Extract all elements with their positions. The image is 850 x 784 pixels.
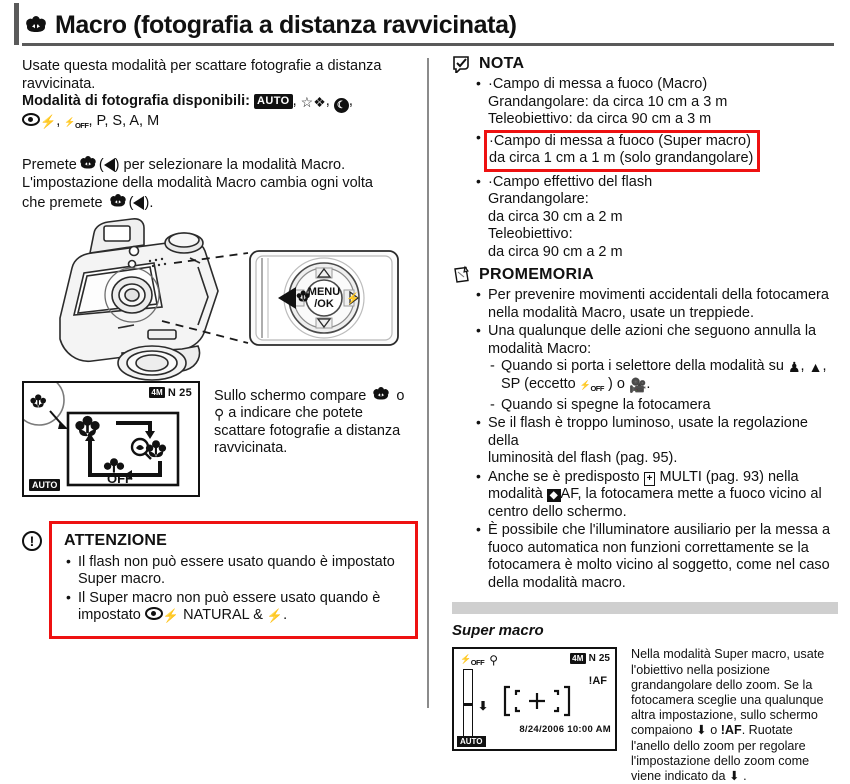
portrait-icon: ♟ xyxy=(787,359,801,375)
promemoria-item-2-l1: Una qualunque delle azioni che seguono annulla la xyxy=(488,323,817,339)
sm-text-l6-c: . Ruotate xyxy=(741,723,793,738)
af-warning-label: !AF xyxy=(720,723,742,738)
press-line1-a: Premete xyxy=(22,157,77,174)
promemoria-item-4-a: Anche se è predisposto xyxy=(488,468,640,485)
promemoria-item-1 xyxy=(474,287,838,322)
promemoria-list xyxy=(474,287,838,592)
nota-item-1 xyxy=(474,76,838,129)
right-column xyxy=(452,55,838,784)
promemoria-title: PROMEMORIA xyxy=(479,265,594,283)
promemoria-item-4-d: AF, la fotocamera mette a fuoco vicino al xyxy=(560,486,822,503)
promemoria-item-4-e: centro dello schermo. xyxy=(488,503,627,520)
mode-s: S xyxy=(112,113,123,129)
mode-p: P xyxy=(96,113,105,129)
zoom-down-arrow-icon: ⬇ xyxy=(478,699,489,714)
nota-item-1-l3: Teleobiettivo: da circa 90 cm a 3 m xyxy=(488,111,712,127)
nota-item-1-l1: ·Campo di messa a fuoco (Macro) xyxy=(488,76,708,92)
promemoria-sub-1-comma2: , xyxy=(822,358,827,374)
super-macro-status-badges xyxy=(570,653,610,664)
promemoria-sublist xyxy=(488,358,838,414)
sm-text-l8: l'impostazione dello zoom come xyxy=(631,753,810,768)
super-macro-description xyxy=(631,647,824,784)
lcd-cycle-screen xyxy=(22,381,200,497)
nota-body xyxy=(474,76,838,261)
screen-datetime: 8/24/2006 10:00 AM xyxy=(519,724,611,736)
page-title-bar xyxy=(22,6,834,46)
press-line1-c: ) per selezionare la modalità Macro. xyxy=(114,157,346,174)
dpad-ok-label: /OK xyxy=(314,297,334,310)
sm-text-l9-b: . xyxy=(743,768,747,783)
flash-icon: ⚡ xyxy=(162,608,180,624)
promemoria-body xyxy=(474,287,838,592)
nota-item-2-highlight xyxy=(484,130,760,172)
press-line3-a: che premete xyxy=(22,195,103,212)
promemoria-heading xyxy=(452,265,838,284)
flower-macro-icon xyxy=(110,194,126,208)
quality-badge: 4M xyxy=(572,654,584,664)
zoom-down-arrow-icon: ⬇ xyxy=(696,723,707,738)
flower-macro-icon xyxy=(374,387,390,401)
attenzione-item-2-line2b: NATURAL & xyxy=(183,607,263,624)
sm-text-l7: l'anello dello zoom per regolare xyxy=(631,738,806,753)
flower-macro-icon xyxy=(26,16,46,34)
promemoria-sub-1-e: . xyxy=(646,375,651,392)
multi-af-box-icon: + xyxy=(644,472,656,486)
promemoria-item-1-l1: Per prevenire movimenti accidentali della fotocamera xyxy=(488,287,829,303)
lcd-mode-badge: AUTO xyxy=(29,479,60,491)
quality-badge: 4M xyxy=(151,388,163,398)
nota-list xyxy=(474,76,838,261)
night-icon: ☾ xyxy=(334,98,349,113)
redeye-icon xyxy=(145,607,163,620)
super-macro-screen xyxy=(452,647,617,751)
nota-item-3 xyxy=(474,174,838,262)
sm-text-l2: l'obiettivo nella posizione xyxy=(631,662,770,677)
lcd-caption-l1-b: o xyxy=(396,387,405,404)
nota-item-3-l5: da circa 90 cm a 2 m xyxy=(488,243,623,260)
page-title: Macro (fotografia a distanza ravvicinata) xyxy=(55,10,517,39)
available-modes-line: Modalità di fotografia disponibili: AUTO , ☆❖, ☾ , ⚡, $⚡_{OFF}$, P, S, A, M xyxy=(22,93,418,134)
exclamation-circle-icon: ! xyxy=(22,531,42,551)
promemoria-item-5-l3: fotocamera è molto vicino al soggetto, come nel caso xyxy=(488,557,830,574)
promemoria-item-4-b: MULTI (pag. 93) nella xyxy=(659,468,799,485)
promemoria-item-2-l2: modalità Macro: xyxy=(488,340,592,357)
sm-text-l6-b: o xyxy=(710,723,718,738)
attenzione-item-2-line1: Il Super macro non può essere usato quando è xyxy=(78,589,381,606)
frames-remaining: 25 xyxy=(598,653,610,665)
screen-mode-badge: AUTO xyxy=(457,736,486,747)
lcd-caption-l1-a: Sullo schermo compare xyxy=(214,387,367,404)
left-arrow-icon xyxy=(104,158,115,172)
nota-item-3-l1: ·Campo effettivo del flash xyxy=(488,173,653,190)
cycle-off-label: OFF xyxy=(107,470,133,486)
attenzione-item-2 xyxy=(64,590,405,625)
available-modes-label: Modalità di fotografia disponibili: xyxy=(22,93,250,109)
nota-item-2-l2: da circa 1 cm a 1 m (solo grandangolare) xyxy=(489,150,754,166)
promemoria-item-5 xyxy=(474,522,838,592)
flash-icon: ⚡ xyxy=(40,114,57,129)
zoom-down-arrow-icon: ⬇ xyxy=(729,768,740,783)
press-instruction xyxy=(22,154,418,213)
promemoria-item-3-l2: luminosità del flash (pag. 95). xyxy=(488,450,678,467)
memo-pin-icon xyxy=(452,265,471,284)
mode-m: M xyxy=(147,113,160,129)
promemoria-sub-1 xyxy=(488,358,838,397)
super-macro-screen-icons xyxy=(460,653,498,667)
sm-text-l4: fotocamera sceglie una qualunque xyxy=(631,692,824,707)
promemoria-item-5-l1: È possibile che l'illuminatore ausiliario per la messa a xyxy=(488,522,831,539)
attenzione-section xyxy=(22,521,418,639)
super-macro-heading: Super macro xyxy=(452,622,544,640)
camera-illustration xyxy=(22,213,418,381)
n-badge: N xyxy=(588,653,596,665)
nota-item-1-l2: Grandangolare: da circa 10 cm a 3 m xyxy=(488,93,728,110)
intro-paragraph: Usate questa modalità per scattare fotografie a distanza ravvicinata. xyxy=(22,58,382,92)
attenzione-item-1: • Il flash non può essere usato quando è impostato Super macro. xyxy=(64,554,405,589)
super-macro-block xyxy=(452,647,838,784)
lcd-caption xyxy=(214,381,404,458)
redeye-icon xyxy=(22,113,40,126)
flash-off-icon: $⚡_{OFF}$ xyxy=(64,117,89,130)
press-line3-b: ( xyxy=(128,195,134,212)
nota-item-3-l2: Grandangolare: xyxy=(488,191,589,207)
macro-cycle-block xyxy=(22,381,418,497)
sm-text-l9-a: viene indicato da xyxy=(631,768,726,783)
promemoria-item-4-c: modalità xyxy=(488,486,543,503)
promemoria-sub-1-comma1: , xyxy=(800,358,805,374)
nota-item-3-l4: Teleobiettivo: xyxy=(488,226,573,242)
promemoria-item-3 xyxy=(474,415,838,468)
sm-text-l1: Nella modalità Super macro, usate xyxy=(631,647,825,662)
nota-item-2 xyxy=(474,130,838,172)
flower-macro-icon xyxy=(80,156,96,170)
promemoria-sub-2: - Quando si spegne la fotocamera xyxy=(488,397,838,415)
dpad-menu-label: MENU xyxy=(307,285,341,298)
note-check-icon xyxy=(452,55,471,73)
nota-item-3-l3: da circa 30 cm a 2 m xyxy=(488,208,623,225)
attenzione-item-2-line2c: . xyxy=(283,607,288,624)
landscape-icon: ▲ xyxy=(808,359,823,375)
promemoria-item-2 xyxy=(474,323,838,414)
attenzione-item-2-line2a: impostato xyxy=(78,607,141,624)
n-badge: N xyxy=(167,386,177,399)
promemoria-item-5-l2: fuoco automatica non funzioni correttamente se la xyxy=(488,539,809,556)
promemoria-sub-1-a: Quando si porta i selettore della modalità su xyxy=(501,358,784,374)
frames-remaining: 25 xyxy=(179,386,192,399)
sm-text-l3: grandangolare dello zoom. Se la xyxy=(631,677,813,692)
flash-off-icon: $⚡_{OFF}$ xyxy=(579,379,604,393)
super-macro-icon: ⚲ xyxy=(214,406,225,423)
promemoria-item-4 xyxy=(474,469,838,522)
sm-text-l6-a: compaiono xyxy=(631,723,693,738)
left-column xyxy=(22,58,418,639)
super-macro-icon: ⚲ xyxy=(489,653,499,668)
svg-text:⚡: ⚡ xyxy=(346,292,360,305)
nota-heading xyxy=(452,55,838,73)
lcd-caption-l4: ravvicinata. xyxy=(214,440,288,457)
attenzione-box xyxy=(49,521,418,639)
scene-icon: ☆❖ xyxy=(300,94,326,110)
promemoria-item-5-l4: della modalità macro. xyxy=(488,574,626,591)
press-line1-b: ( xyxy=(98,157,104,174)
promemoria-sub-1-c: SP (eccetto xyxy=(501,375,576,392)
nota-item-2-l1: ·Campo di messa a fuoco (Super macro) xyxy=(489,132,751,149)
lcd-caption-l2: a indicare che potete xyxy=(228,405,363,422)
af-warning-indicator: !AF xyxy=(588,675,607,688)
press-line3-c: ). xyxy=(144,195,154,212)
lcd-caption-l3: scattare fotografie a distanza xyxy=(214,422,401,439)
center-af-icon: ◆ xyxy=(547,489,561,502)
promemoria-sub-1-d: ) o xyxy=(607,375,625,392)
flash-off-icon: $⚡_{OFF}$ xyxy=(460,653,485,667)
sm-text-l5: altra impostazione, sullo schermo xyxy=(631,708,818,723)
mode-a: A xyxy=(129,113,140,129)
promemoria-item-1-l2: nella modalità Macro, usate un treppiede. xyxy=(488,304,754,321)
left-arrow-icon xyxy=(133,196,144,210)
column-divider xyxy=(427,58,429,708)
flash-icon: ⚡ xyxy=(266,608,284,624)
attenzione-title: ATTENZIONE xyxy=(64,531,168,549)
promemoria-item-3-l1: Se il flash è troppo luminoso, usate la regolazione della xyxy=(488,415,808,449)
movie-camera-icon: 🎥 xyxy=(628,376,647,393)
press-line2: L'impostazione della modalità Macro cambia ogni volta xyxy=(22,174,373,191)
section-separator-bar xyxy=(452,602,838,614)
mode-auto-chip: AUTO xyxy=(254,94,293,109)
nota-title: NOTA xyxy=(479,55,525,72)
attenzione-list xyxy=(64,554,405,625)
